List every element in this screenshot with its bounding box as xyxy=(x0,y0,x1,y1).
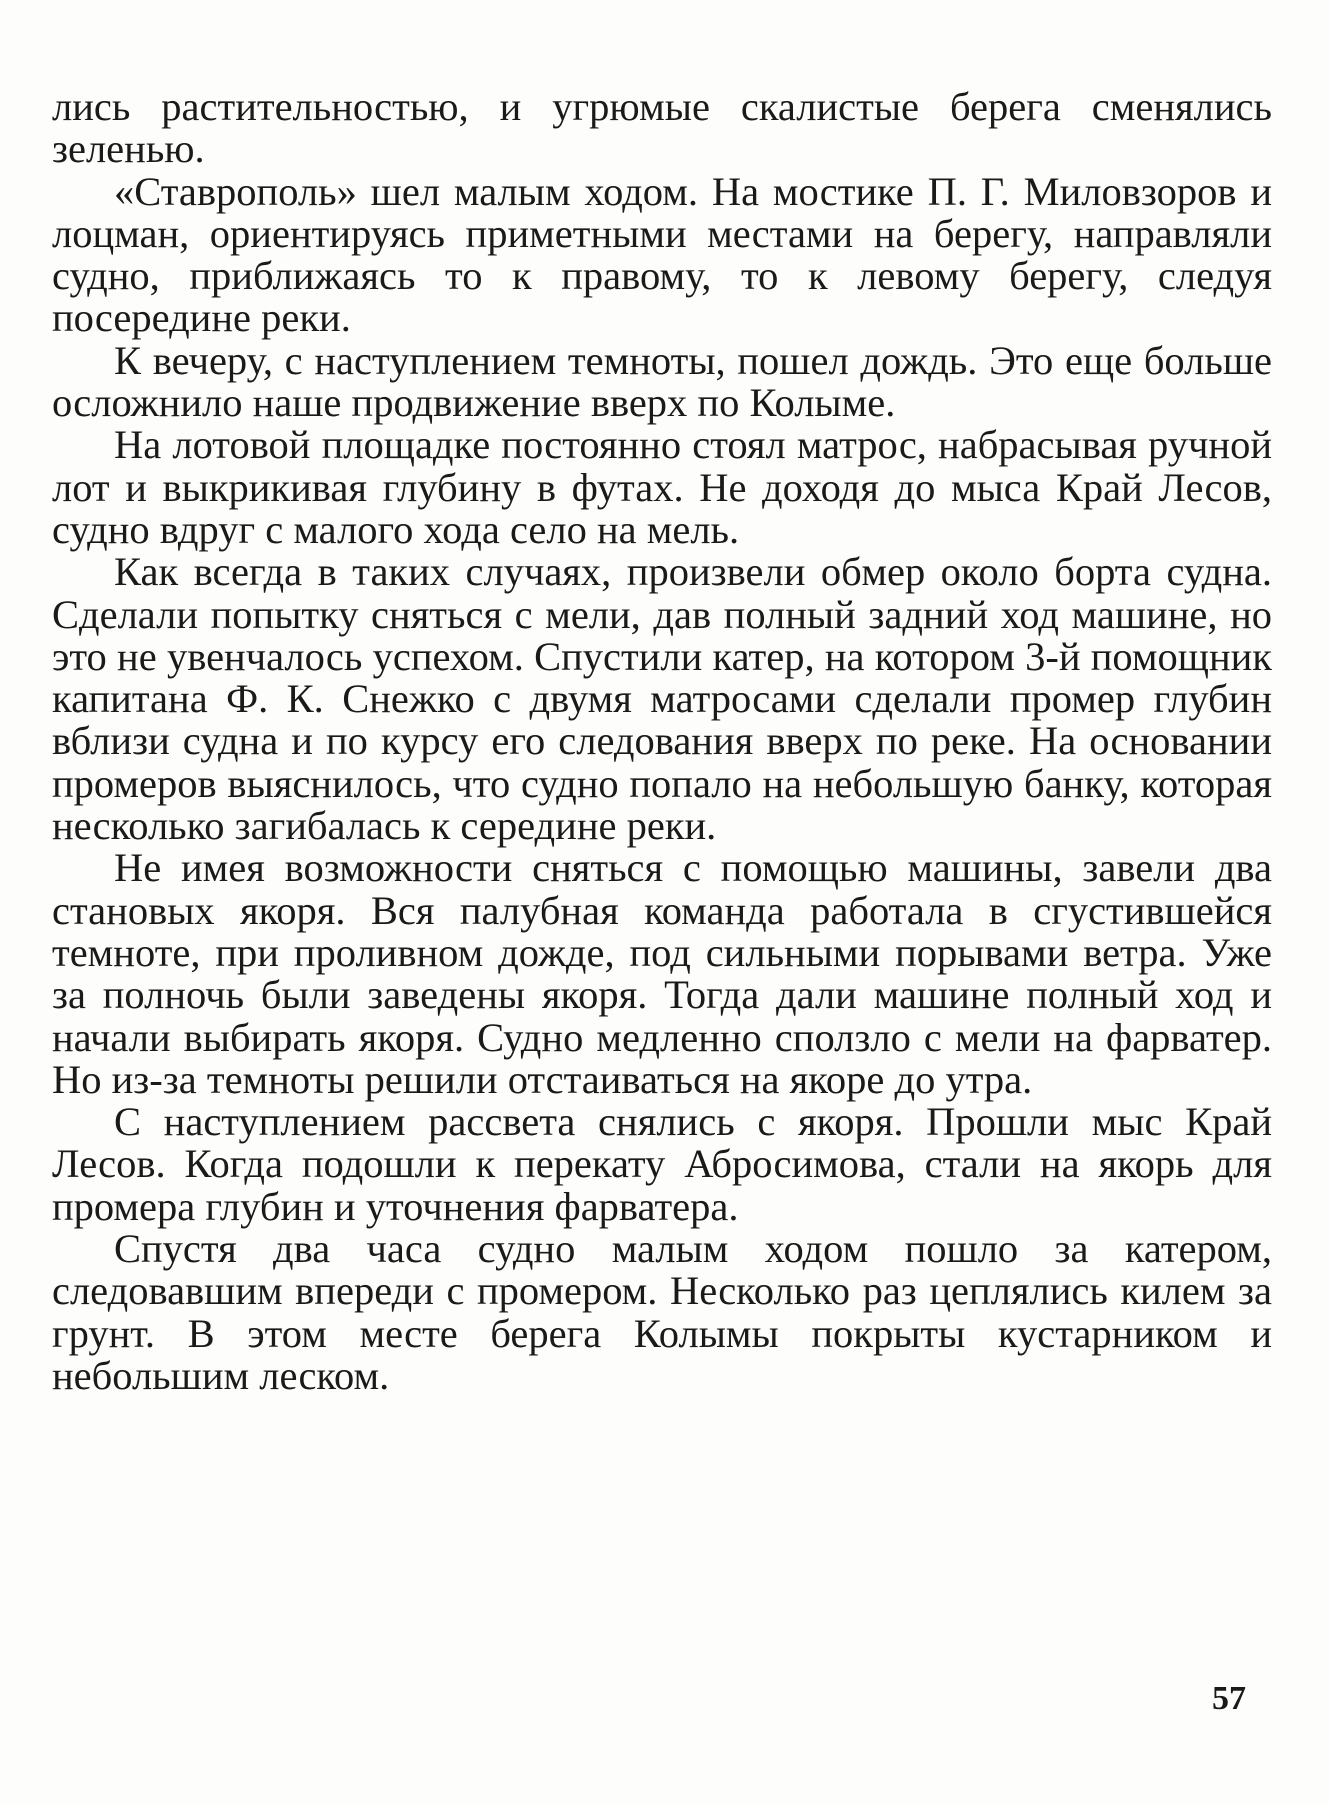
page-number: 57 xyxy=(1212,1680,1246,1717)
paragraph-7: Спустя два часа судно малым ходом пошло за катером, следовавшим впереди с промером. Несколько раз цеплялись килем за грунт. В этом месте берега Колымы покрыты кустарником и небольшим леском. xyxy=(52,1226,1272,1398)
paragraph-2: К вечеру, с наступлением темноты, пошел дождь. Это еще больше осложнило наше продвижение вверх по Колыме. xyxy=(52,337,1272,426)
paragraph-4: Как всегда в таких случаях, произвели обмер около борта судна. Сделали попытку сняться с мели, дав полный задний ход машине, но это не увенчалось успехом. Спустили катер, на котором 3-й помощник капитана Ф. К. Снежко с двумя матросами сделали промер глубин вблизи судна и по курсу его следования вверх по реке. На основании промеров выяснилось, что судно попало на небольшую банку, которая несколько загибалась к середине реки. xyxy=(52,549,1272,849)
body-text xyxy=(52,86,1272,1397)
paragraph-1: «Ставрополь» шел малым ходом. На мостике П. Г. Миловзоров и лоцман, ориентируясь приметными местами на берегу, направляли судно, приближаясь то к правому, то к левому берегу, следуя посередине реки. xyxy=(52,168,1272,341)
paragraph-0: лись растительностью, и угрюмые скалистые берега сменялись зеленью. xyxy=(52,84,1272,172)
paragraph-6: С наступлением рассвета снялись с якоря. Прошли мыс Край Лесов. Когда подошли к перекату Абросимова, стали на якорь для промера глубин и уточнения фарватера. xyxy=(52,1099,1272,1229)
paragraph-5: Не имея возможности сняться с помощью машины, завели два становых якоря. Вся палубная команда работала в сгустившейся темноте, при проливном дожде, под сильными порывами ветра. Уже за полночь были заведены якоря. Тогда дали машине полный ход и начали выбирать якоря. Судно медленно сползло с мели на фарватер. Но из-за темноты решили отстаиваться на якоре до утра. xyxy=(52,845,1272,1102)
paragraph-3: На лотовой площадке постоянно стоял матрос, набрасывая ручной лот и выкрикивая глубину в футах. Не доходя до мыса Край Лесов, судно вдруг с малого хода село на мель. xyxy=(52,422,1272,552)
